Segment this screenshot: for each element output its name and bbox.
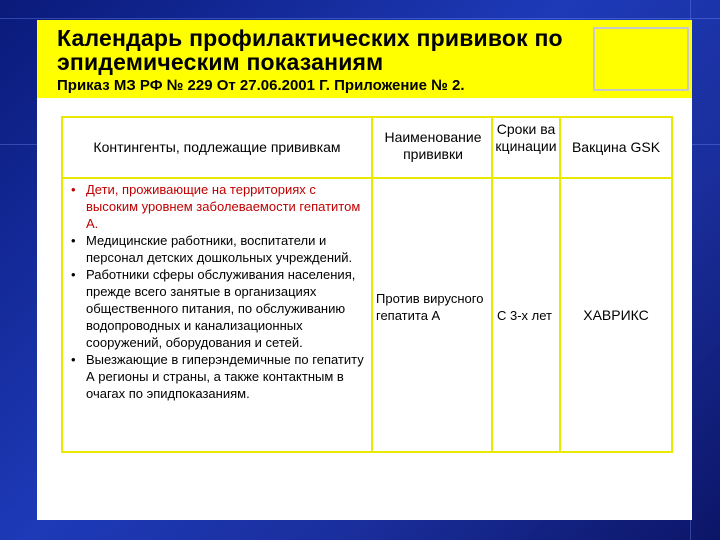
vaccination-table bbox=[61, 116, 673, 453]
table-divider bbox=[559, 118, 561, 451]
background-grid-line bbox=[0, 18, 720, 19]
list-item: • Дети, проживающие на территориях с высоким уровнем заболеваемости гепатитом А. bbox=[69, 181, 369, 232]
header-vaccination-timing: Сроки вакцинации bbox=[495, 121, 557, 154]
contingents-list bbox=[69, 181, 369, 402]
list-item: • Работники сферы обслуживания населения, прежде всего занятые в организациях общественного питания, по обслуживанию водопроводных и канализационных сооружений, оборудования и сетей. bbox=[69, 266, 369, 351]
table-divider bbox=[491, 118, 493, 451]
cell-vaccine: ХАВРИКС bbox=[583, 307, 649, 323]
slide-subtitle: Приказ МЗ РФ № 229 От 27.06.2001 Г. Приложение № 2. bbox=[57, 77, 465, 94]
list-item: • Медицинские работники, воспитатели и персонал детских дошкольных учреждений. bbox=[69, 232, 369, 266]
cell-vaccination-name: Против вирусного гепатита А bbox=[376, 291, 484, 323]
table-divider bbox=[371, 118, 373, 451]
slide bbox=[37, 20, 692, 520]
header-vaccine: Вакцина GSK bbox=[571, 139, 661, 155]
cell-vaccination-timing: С 3-х лет bbox=[497, 308, 553, 323]
header-vaccination-name: Наименование прививки bbox=[384, 129, 482, 162]
list-item: • Выезжающие в гиперэндемичные по гепатиту А регионы и страны, а также контактным в очагах по эпидпоказаниям. bbox=[69, 351, 369, 402]
table-divider bbox=[63, 177, 671, 179]
header-contingents: Контингенты, подлежащие прививкам bbox=[93, 139, 341, 155]
slide-title: Календарь профилактических прививок по эпидемическим показаниям bbox=[57, 25, 563, 75]
title-frame-box bbox=[593, 27, 689, 91]
